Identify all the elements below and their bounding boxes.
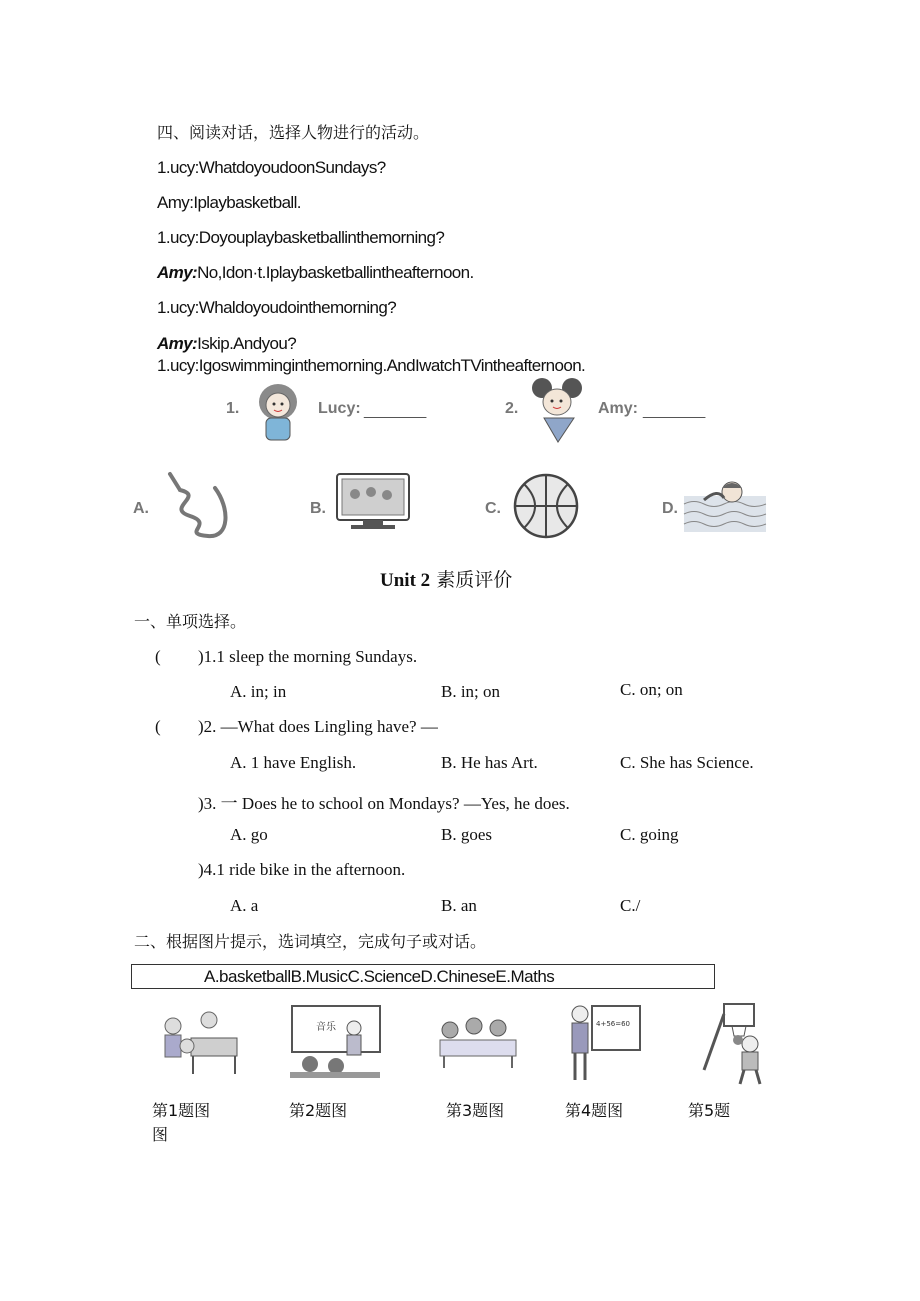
utterance: Whaldoyoudointhemorning? bbox=[198, 298, 397, 317]
choice-a[interactable]: A. 1 have English. bbox=[230, 753, 357, 772]
dialogue-line bbox=[157, 298, 396, 318]
choice-c[interactable]: C./ bbox=[620, 896, 641, 915]
person-name: Lucy: bbox=[318, 400, 361, 417]
board-equation: 4+56=60 bbox=[596, 1020, 630, 1028]
lucy-illustration bbox=[254, 380, 302, 442]
answer-blank[interactable]: _______ bbox=[364, 402, 427, 419]
word-bank: A.basketballB.MusicC.ScienceD.ChineseE.Maths bbox=[204, 967, 555, 986]
question-text: )1.1 sleep the morning Sundays. bbox=[198, 647, 418, 666]
dialogue-line bbox=[157, 263, 474, 283]
choice-b[interactable]: B. in; on bbox=[441, 682, 501, 701]
picture-caption: 第3题图 bbox=[446, 1101, 505, 1120]
utterance: Iplaybasketball. bbox=[193, 193, 301, 212]
basketball-icon bbox=[512, 472, 580, 540]
option-label: A. bbox=[133, 500, 149, 517]
question-text: )3. 一 Does he to school on Mondays? —Yes, he does. bbox=[198, 794, 570, 813]
television-icon bbox=[333, 470, 413, 532]
choice-a[interactable]: A. a bbox=[230, 896, 259, 915]
picture-caption: 第4题图 bbox=[565, 1101, 624, 1120]
question-bracket[interactable]: ( bbox=[155, 647, 161, 666]
speaker: Amy: bbox=[157, 334, 198, 353]
picture-caption: 第1题图 bbox=[152, 1101, 211, 1120]
utterance: Iskip.Andyou? bbox=[197, 334, 297, 353]
unit-title-cn: 素质评价 bbox=[436, 569, 513, 591]
utterance: No,Idon·t.Iplaybasketballintheafternoon. bbox=[197, 263, 474, 282]
picture-5-basketball-icon bbox=[694, 1000, 768, 1086]
picture-3-science-icon bbox=[434, 1014, 524, 1070]
picture-1-music-icon bbox=[157, 1008, 239, 1078]
speaker: 1.ucy: bbox=[157, 298, 199, 317]
speaker: 1.ucy: bbox=[157, 228, 199, 247]
speaker: 1.ucy: bbox=[157, 158, 199, 177]
picture-caption: 第5题 bbox=[688, 1101, 731, 1120]
person-number: 2. bbox=[505, 400, 519, 417]
part1-heading: 一、单项选择。 bbox=[134, 612, 247, 631]
utterance: Doyouplaybasketballinthemorning? bbox=[198, 228, 445, 247]
person-number: 1. bbox=[226, 400, 240, 417]
dialogue-line bbox=[157, 356, 585, 376]
choice-b[interactable]: B. goes bbox=[441, 825, 492, 844]
picture-caption: 第2题图 bbox=[289, 1101, 348, 1120]
question-bracket[interactable]: ( bbox=[155, 717, 161, 736]
speaker: Amy: bbox=[157, 193, 194, 212]
choice-b[interactable]: B. an bbox=[441, 896, 477, 915]
question-text: )4.1 ride bike in the afternoon. bbox=[198, 860, 406, 879]
swimming-icon bbox=[682, 474, 768, 536]
unit-title-en: Unit 2 bbox=[380, 570, 431, 591]
utterance: WhatdoyoudoonSundays? bbox=[198, 158, 386, 177]
choice-c[interactable]: C. She has Science. bbox=[620, 753, 754, 772]
picture-4-maths-icon bbox=[566, 1000, 642, 1084]
speaker: Amy: bbox=[157, 263, 198, 282]
choice-c[interactable]: C. going bbox=[620, 825, 679, 844]
skipping-rope-icon bbox=[160, 468, 232, 540]
picture-2-classroom-icon bbox=[288, 1004, 384, 1080]
person-name: Amy: bbox=[598, 400, 639, 417]
picture-caption: 图 bbox=[152, 1125, 169, 1144]
option-label: C. bbox=[485, 500, 501, 517]
part2-heading: 二、根据图片提示，选词填空，完成句子或对话。 bbox=[134, 932, 487, 951]
dialogue-line bbox=[157, 334, 296, 354]
choice-b[interactable]: B. He has Art. bbox=[441, 753, 538, 772]
amy-illustration bbox=[528, 376, 588, 446]
speaker: 1.ucy: bbox=[157, 356, 199, 375]
unit-title bbox=[380, 565, 512, 592]
dialogue-line bbox=[157, 228, 444, 248]
board-label: 音乐 bbox=[316, 1022, 336, 1033]
answer-blank[interactable]: _______ bbox=[643, 402, 706, 419]
dialogue-line bbox=[157, 193, 301, 213]
question-text: )2. —What does Lingling have? — bbox=[198, 717, 438, 736]
option-label: B. bbox=[310, 500, 326, 517]
choice-a[interactable]: A. in; in bbox=[230, 682, 287, 701]
choice-c[interactable]: C. on; on bbox=[620, 680, 683, 699]
option-label: D. bbox=[662, 500, 678, 517]
word-bank-box bbox=[131, 964, 715, 989]
dialogue-line bbox=[157, 158, 386, 178]
section-heading: 四、阅读对话，选择人物进行的活动。 bbox=[157, 123, 430, 142]
choice-a[interactable]: A. go bbox=[230, 825, 268, 844]
utterance: Igoswimminginthemorning.AndIwatchTVintheafternoon. bbox=[198, 356, 586, 375]
